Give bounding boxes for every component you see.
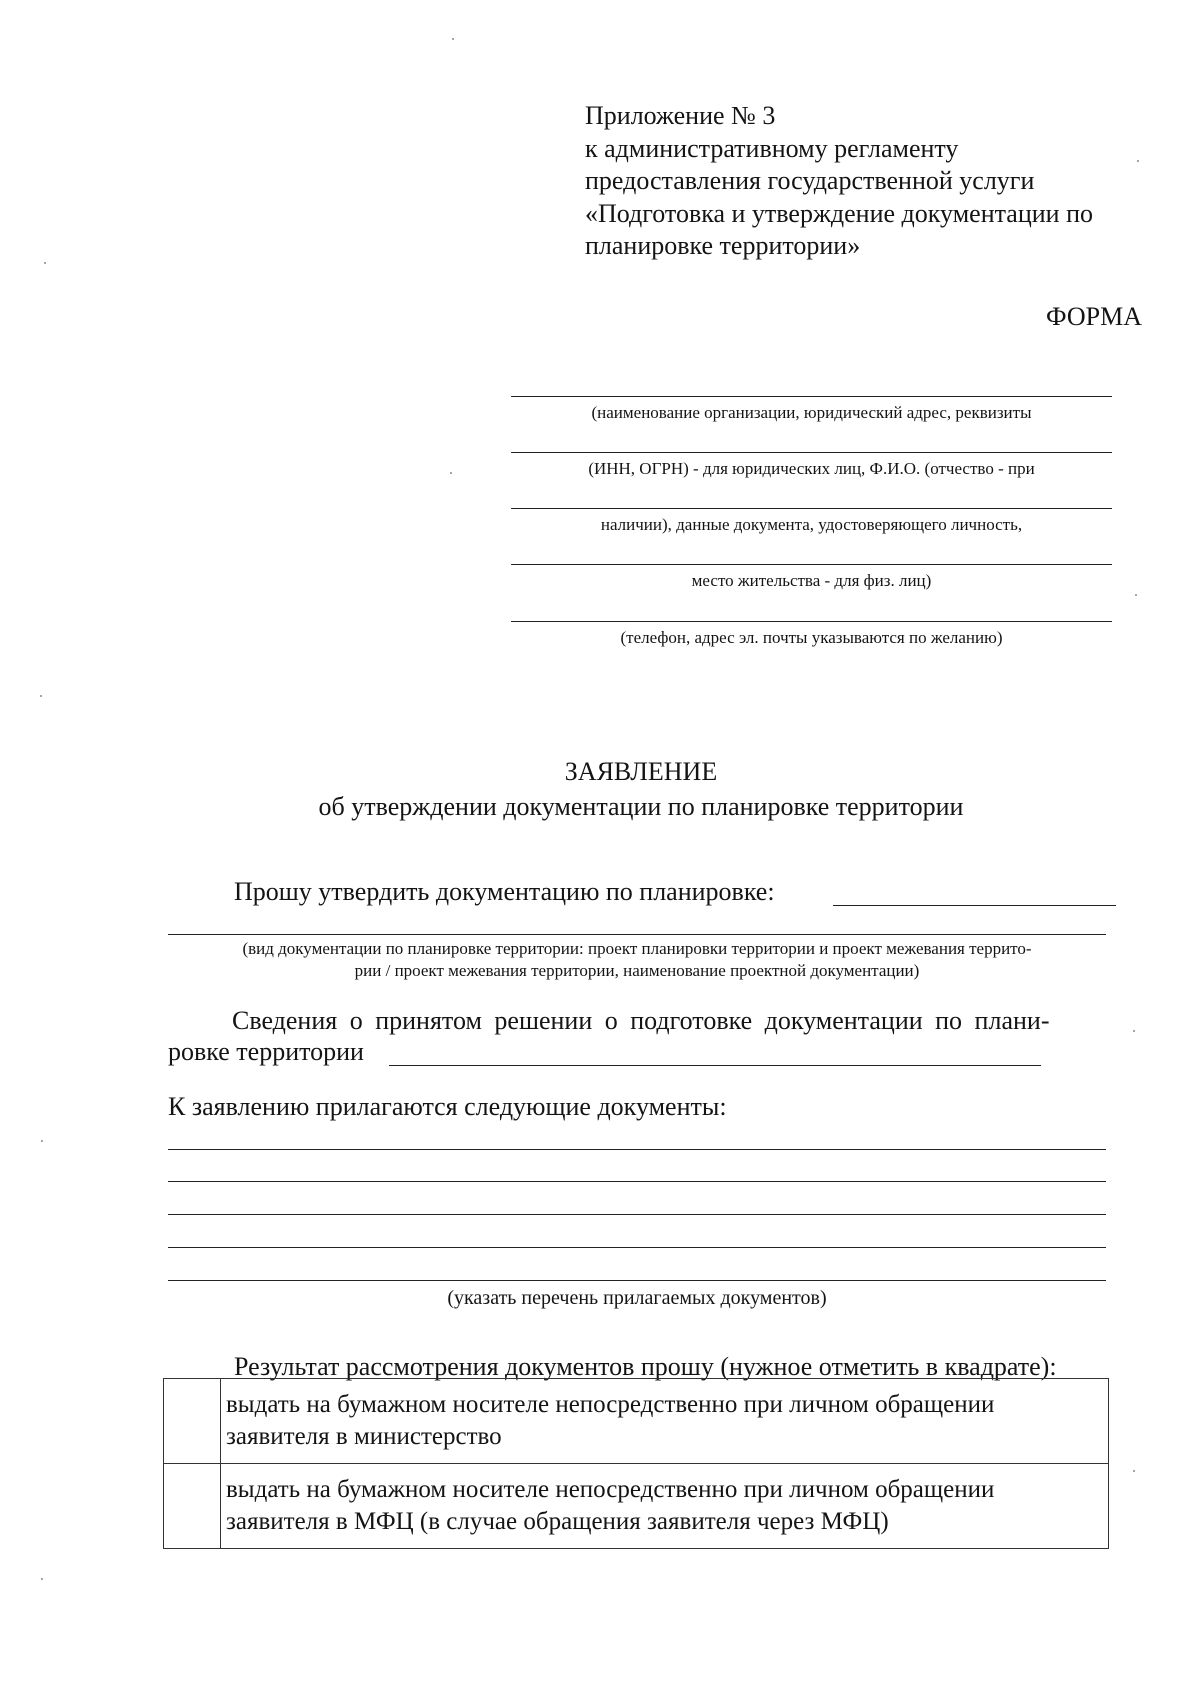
attachment-fill-line[interactable] bbox=[168, 1149, 1106, 1150]
applicant-caption: (наименование организации, юридический адрес, реквизиты bbox=[591, 403, 1032, 422]
result-option-line: заявителя в МФЦ (в случае обращения заявителя через МФЦ) bbox=[226, 1508, 889, 1535]
scan-speck bbox=[44, 262, 46, 264]
attachments-heading: К заявлению прилагаются следующие документы: bbox=[168, 1092, 727, 1121]
scan-speck bbox=[41, 1578, 43, 1580]
document-subtitle: об утверждении документации по планировке территории bbox=[318, 792, 964, 821]
result-option-checkbox[interactable] bbox=[164, 1379, 221, 1464]
result-option-row bbox=[164, 1464, 1109, 1549]
result-option-line: заявителя в министерство bbox=[226, 1423, 502, 1450]
scan-speck bbox=[41, 1140, 43, 1142]
applicant-caption: (телефон, адрес эл. почты указываются по желанию) bbox=[620, 628, 1003, 647]
appendix-line: к административному регламенту bbox=[585, 133, 959, 163]
request-text: Прошу утвердить документацию по планировке: bbox=[234, 877, 775, 906]
decision-fill-line[interactable] bbox=[389, 1065, 1041, 1066]
result-option-text bbox=[221, 1379, 1109, 1464]
attachment-fill-line[interactable] bbox=[168, 1280, 1106, 1281]
scan-speck bbox=[1133, 1030, 1135, 1032]
attachment-fill-line[interactable] bbox=[168, 1181, 1106, 1182]
result-option-line: выдать на бумажном носителе непосредственно при личном обращении bbox=[226, 1391, 995, 1418]
decision-text-line2: ровке территории bbox=[168, 1037, 364, 1066]
applicant-fill-line[interactable] bbox=[511, 508, 1112, 509]
decision-text-line1: Сведения о принятом решении о подготовке документации по плани- bbox=[232, 1006, 1050, 1035]
result-options-table bbox=[163, 1378, 1109, 1549]
documentation-type-caption: рии / проект межевания территории, наименование проектной документации) bbox=[354, 961, 920, 980]
scan-speck bbox=[1133, 1470, 1135, 1472]
result-option-row bbox=[164, 1379, 1109, 1464]
applicant-caption: (ИНН, ОГРН) - для юридических лиц, Ф.И.О. (отчество - при bbox=[588, 459, 1035, 478]
documentation-type-fill-line[interactable] bbox=[833, 905, 1116, 906]
attachment-fill-line[interactable] bbox=[168, 1214, 1106, 1215]
appendix-line: «Подготовка и утверждение документации по bbox=[585, 198, 1093, 228]
form-label: ФОРМА bbox=[1046, 302, 1142, 331]
scan-speck bbox=[1135, 594, 1137, 596]
appendix-number: Приложение № 3 bbox=[585, 101, 776, 130]
scan-speck bbox=[1137, 160, 1139, 162]
result-option-line: выдать на бумажном носителе непосредственно при личном обращении bbox=[226, 1476, 995, 1503]
attachment-fill-line[interactable] bbox=[168, 1247, 1106, 1248]
result-option-checkbox[interactable] bbox=[164, 1464, 221, 1549]
applicant-caption: место жительства - для физ. лиц) bbox=[691, 571, 932, 590]
applicant-caption: наличии), данные документа, удостоверяющего личность, bbox=[600, 515, 1023, 534]
documentation-type-fill-line-2[interactable] bbox=[168, 934, 1106, 935]
applicant-fill-line[interactable] bbox=[511, 396, 1112, 397]
result-option-text bbox=[221, 1464, 1109, 1549]
scan-speck bbox=[40, 695, 42, 697]
applicant-fill-line[interactable] bbox=[511, 621, 1112, 622]
documentation-type-caption: (вид документации по планировке территории: проект планировки территории и проект межевания террито- bbox=[242, 939, 1032, 958]
result-heading: Результат рассмотрения документов прошу (нужное отметить в квадрате): bbox=[234, 1352, 1057, 1381]
attachments-caption: (указать перечень прилагаемых документов) bbox=[447, 1287, 827, 1309]
document-title: ЗАЯВЛЕНИЕ bbox=[564, 757, 718, 786]
appendix-line: предоставления государственной услуги bbox=[585, 166, 1035, 195]
scan-speck bbox=[450, 472, 452, 474]
applicant-fill-line[interactable] bbox=[511, 452, 1112, 453]
appendix-line: планировке территории» bbox=[585, 231, 861, 260]
applicant-fill-line[interactable] bbox=[511, 564, 1112, 565]
appendix-header bbox=[585, 100, 1093, 263]
scan-speck bbox=[452, 38, 454, 40]
